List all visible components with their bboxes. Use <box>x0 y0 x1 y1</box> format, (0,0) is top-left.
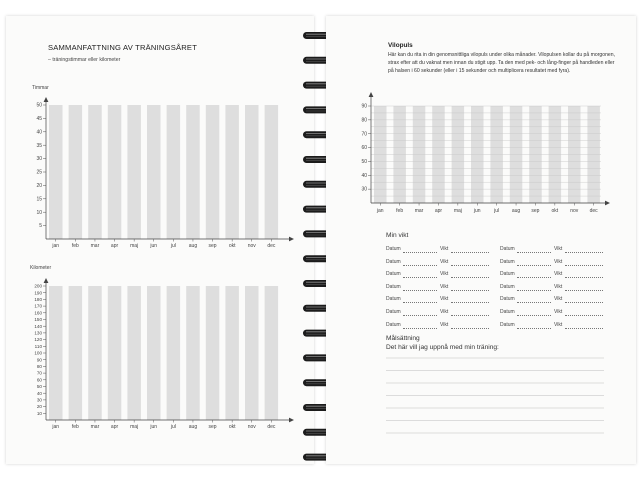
bar-dec <box>265 286 279 420</box>
y-tick-label: 140 <box>34 323 42 329</box>
x-tick-label-aug: aug <box>188 424 198 430</box>
y-tick-label: 170 <box>34 303 42 309</box>
y-tick-label: 30 <box>36 397 42 403</box>
y-tick-label: 20 <box>36 404 42 410</box>
page-subtitle: – träningstimmar eller kilometer <box>48 57 121 63</box>
datum-label: Datum <box>500 271 515 278</box>
bar-aug <box>186 105 200 239</box>
x-tick-label-aug: aug <box>188 243 198 249</box>
vikt-label: Vikt <box>554 271 563 278</box>
y-axis-label-0: Timmar <box>32 85 49 91</box>
datum-label: Datum <box>386 283 401 290</box>
x-axis-arrow <box>605 201 610 206</box>
vikt-label: Vikt <box>554 258 563 265</box>
x-tick-label-feb: feb <box>396 208 404 214</box>
datum-label: Datum <box>386 246 401 252</box>
y-tick-label: 80 <box>361 117 367 124</box>
y-tick-label: 90 <box>36 357 42 363</box>
vikt-label: Vikt <box>440 321 449 328</box>
y-tick-label: 40 <box>36 129 42 136</box>
x-tick-label-sep: sep <box>208 424 217 430</box>
y-tick-label: 40 <box>361 172 367 179</box>
datum-label: Datum <box>500 296 515 303</box>
datum-label: Datum <box>386 296 401 303</box>
bar-feb <box>69 105 83 239</box>
x-tick-label-maj: maj <box>130 424 139 430</box>
vilopuls-heading: Vilopuls <box>388 42 413 49</box>
y-tick-label: 150 <box>34 317 42 323</box>
datum-label: Datum <box>386 271 401 278</box>
y-tick-label: 45 <box>36 116 42 122</box>
x-tick-label-jan: jan <box>52 243 60 249</box>
y-tick-label: 10 <box>36 209 42 216</box>
y-tick-label: 180 <box>34 297 42 302</box>
x-tick-label-jun: jun <box>150 243 158 249</box>
y-tick-label: 130 <box>34 330 42 336</box>
page-title: SAMMANFATTNING AV TRÄNINGSÅRET <box>48 43 198 52</box>
left-page <box>6 16 314 464</box>
x-tick-label-okt: okt <box>228 243 236 249</box>
x-tick-label-mar: mar <box>414 208 424 214</box>
y-tick-label: 70 <box>361 131 367 138</box>
x-tick-label-okt: okt <box>551 208 559 214</box>
x-tick-label-apr: apr <box>434 208 443 214</box>
y-tick-label: 80 <box>36 364 42 369</box>
y-tick-label: 90 <box>361 103 367 110</box>
bar-feb <box>69 286 83 420</box>
x-tick-label-dec: dec <box>267 243 276 249</box>
min-vikt-heading: Min vikt <box>386 232 409 239</box>
y-tick-label: 5 <box>39 223 42 230</box>
hours-bar-chart <box>6 16 314 464</box>
bar-apr <box>108 105 122 239</box>
x-axis-arrow <box>289 237 294 242</box>
bar-jul <box>167 105 181 239</box>
bar-jun <box>147 286 161 420</box>
bar-jun <box>147 105 161 239</box>
datum-label: Datum <box>500 283 515 290</box>
y-tick-label: 60 <box>361 145 367 152</box>
y-axis-label-1: Kilometer <box>30 265 52 271</box>
x-tick-label-feb: feb <box>71 424 79 430</box>
y-tick-label: 35 <box>36 142 42 149</box>
vikt-label: Vikt <box>554 246 563 252</box>
datum-label: Datum <box>500 321 515 328</box>
y-tick-label: 10 <box>36 410 42 416</box>
y-tick-label: 20 <box>36 183 42 189</box>
y-tick-label: 15 <box>36 196 42 203</box>
goal-writing-lines <box>326 16 636 464</box>
bar-mar <box>88 105 102 239</box>
x-tick-label-aug: aug <box>511 208 521 214</box>
y-tick-label: 40 <box>36 390 42 396</box>
bar-aug <box>186 286 200 420</box>
y-axis-arrow <box>369 92 374 97</box>
y-tick-label: 200 <box>34 283 42 289</box>
malsattning-heading: Målsättning <box>386 335 420 342</box>
x-tick-label-sep: sep <box>208 243 217 249</box>
bar-jul <box>167 286 181 420</box>
bar-apr <box>108 286 122 420</box>
y-tick-label: 50 <box>36 384 42 390</box>
bar-dec <box>265 105 279 239</box>
right-page <box>326 16 636 464</box>
y-tick-label: 60 <box>36 377 42 383</box>
datum-label: Datum <box>386 309 401 315</box>
x-tick-label-nov: nov <box>247 424 256 430</box>
bar-okt <box>225 286 239 420</box>
vilopuls-instructions: Här kan du rita in din genomsnittliga vilopuls under olika månader. Vilopulsen kollar du på morgonen, strax efter att du vaknat men innan du stigit upp. Ta den med pek- och lång-finger på handleden eller på halsen i 60 sekunder (eller i 15 sekunder och multiplicera resultatet med fyra). <box>388 52 615 74</box>
x-tick-label-nov: nov <box>247 243 256 249</box>
x-tick-label-jun: jun <box>150 424 158 430</box>
x-tick-label-dec: dec <box>267 424 276 430</box>
y-tick-label: 110 <box>34 343 42 349</box>
x-axis-arrow <box>289 418 294 423</box>
x-tick-label-sep: sep <box>531 208 540 214</box>
y-tick-label: 30 <box>361 186 367 193</box>
x-tick-label-dec: dec <box>589 208 598 214</box>
bar-maj <box>127 286 140 420</box>
bar-nov <box>245 105 259 239</box>
vikt-label: Vikt <box>440 258 449 265</box>
vikt-label: Vikt <box>554 309 563 315</box>
x-tick-label-jul: jul <box>494 208 500 214</box>
x-tick-label-jul: jul <box>170 424 176 430</box>
bar-mar <box>88 286 102 420</box>
x-tick-label-jun: jun <box>473 208 481 214</box>
vikt-label: Vikt <box>440 283 449 290</box>
bar-sep <box>206 286 220 420</box>
x-tick-label-nov: nov <box>570 208 579 214</box>
malsattning-prompt: Det här vill jag uppnå med min träning: <box>386 344 499 351</box>
bar-sep <box>206 105 220 239</box>
x-tick-label-jan: jan <box>376 208 384 214</box>
y-axis-arrow <box>44 97 49 102</box>
x-tick-label-maj: maj <box>453 208 462 214</box>
y-tick-label: 190 <box>34 290 42 296</box>
x-tick-label-feb: feb <box>71 243 79 249</box>
vikt-label: Vikt <box>554 321 563 328</box>
y-axis-arrow <box>44 278 49 283</box>
vikt-label: Vikt <box>440 296 449 303</box>
bar-jan <box>49 286 63 420</box>
datum-label: Datum <box>500 246 515 252</box>
bar-jan <box>49 105 63 239</box>
y-tick-label: 50 <box>361 159 367 166</box>
x-tick-label-maj: maj <box>130 243 139 249</box>
y-tick-label: 30 <box>36 156 42 163</box>
x-tick-label-jul: jul <box>170 243 176 249</box>
y-tick-label: 50 <box>36 102 42 109</box>
vikt-label: Vikt <box>554 283 563 290</box>
bar-okt <box>225 105 239 239</box>
y-tick-label: 70 <box>36 370 42 376</box>
vikt-label: Vikt <box>440 246 449 252</box>
x-tick-label-mar: mar <box>90 243 100 249</box>
datum-label: Datum <box>386 321 401 328</box>
x-tick-label-apr: apr <box>110 243 119 249</box>
bar-nov <box>245 286 259 420</box>
x-tick-label-mar: mar <box>90 424 100 430</box>
x-tick-label-apr: apr <box>110 424 119 430</box>
datum-label: Datum <box>500 309 515 315</box>
y-tick-label: 160 <box>34 310 42 316</box>
datum-label: Datum <box>500 258 515 265</box>
y-tick-label: 120 <box>34 337 42 343</box>
y-tick-label: 100 <box>34 350 42 356</box>
datum-label: Datum <box>386 258 401 265</box>
bar-maj <box>127 105 140 239</box>
resting-pulse-chart <box>361 92 610 214</box>
vikt-label: Vikt <box>554 296 563 303</box>
vikt-label: Vikt <box>440 309 449 315</box>
x-tick-label-jan: jan <box>52 424 60 430</box>
x-tick-label-okt: okt <box>228 424 236 430</box>
y-tick-label: 25 <box>36 169 42 176</box>
vikt-label: Vikt <box>440 271 449 278</box>
